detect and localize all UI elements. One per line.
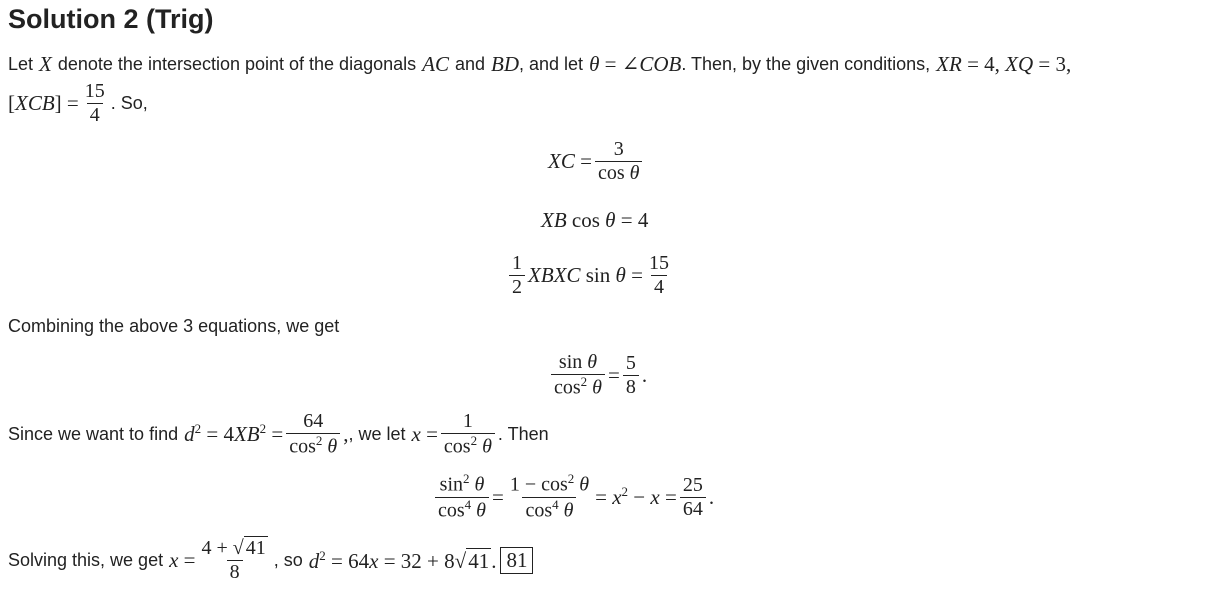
- intro-text-1: Let: [8, 54, 34, 74]
- intro-text-3: and: [454, 54, 486, 74]
- intro-text-5: . Then, by the given conditions,: [681, 54, 931, 74]
- section-heading: Solution 2 (Trig): [8, 4, 214, 34]
- solving-line: Solving this, we get x = $\frac{4 + √ 41}{8}$ , so $d^2 = 64x = 32 + 8√41$. 81: [8, 537, 533, 584]
- intro-text-4: , and let: [519, 54, 584, 74]
- intro-text-2: denote the intersection point of the diagonals: [57, 54, 417, 74]
- intro-text-6: . So,: [110, 93, 148, 113]
- combine-text: Combining the above 3 equations, we get: [8, 316, 340, 336]
- equation-xc: XC = $\frac{3}{\text{cos θ}}$: [548, 138, 645, 185]
- since-line: Since we want to find $d^2 = 4XB^2$ = $\frac{64}{\cos^2 \theta}$ , , we let x = $\frac{1}{\cos^2 \theta}$ . Then: [8, 410, 549, 458]
- equation-xb: XB cos θ = 4: [541, 208, 649, 232]
- since-text-1: Since we want to find: [8, 423, 179, 444]
- combine-line: [8, 316, 339, 337]
- since-text-3: . Then: [497, 423, 549, 444]
- equation-ratio: $\frac{\text{sin θ}}{\cos^2 \theta}$ = $\frac{5}{8}$ .: [548, 351, 647, 400]
- equation-area: $\frac{1}{2}$ XBXC sin θ = $\frac{15}{4}$: [506, 252, 675, 299]
- intro-line-2: [XCB] = $\frac{15}{4}$ . So,: [8, 80, 148, 126]
- solving-text-2: , so: [273, 550, 303, 570]
- equation-quadratic: $\frac{\sin^2 \theta}{\cos^4 \theta}$ = $\frac{1 - \cos^2 \theta}{\cos^4 \theta}$ = $x^2 - x$ = $\frac{25}{64}$ .: [432, 472, 714, 522]
- answer-box: 81: [500, 547, 533, 574]
- fraction: $\frac{15}{4}$: [84, 80, 105, 126]
- solving-text-1: Solving this, we get: [8, 550, 164, 570]
- since-text-2: , we let: [348, 423, 406, 444]
- intro-line: Let X denote the intersection point of the diagonals AC and BD , and let θ = ∠COB . Then, by the given conditions, XR = 4, XQ = 3,: [8, 52, 1072, 76]
